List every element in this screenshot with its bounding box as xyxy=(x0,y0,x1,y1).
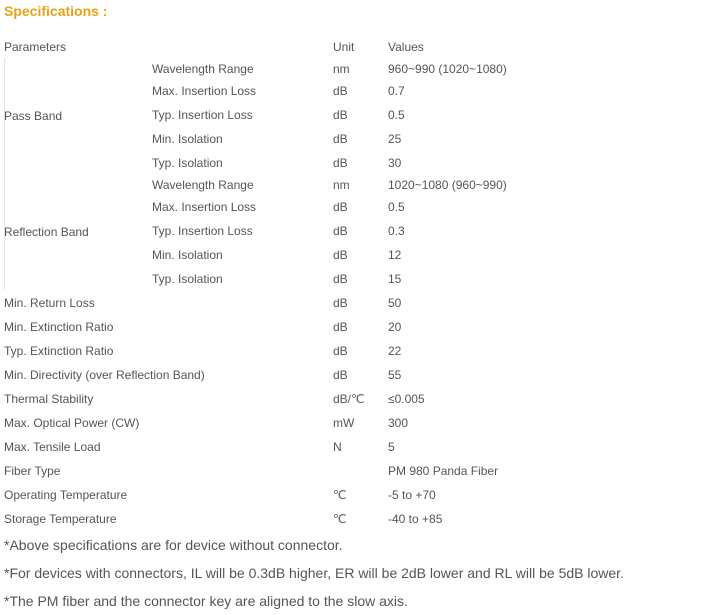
table-row xyxy=(4,196,704,218)
row-name: Typ. Isolation xyxy=(152,156,223,170)
row-value: 960~990 (1020~1080) xyxy=(388,62,507,76)
row-value: 5 xyxy=(388,440,395,454)
row-value: 30 xyxy=(388,156,402,170)
header-values: Values xyxy=(388,40,424,54)
table-row xyxy=(4,128,704,150)
row-name: Typ. Extinction Ratio xyxy=(4,344,114,358)
row-name: Min. Isolation xyxy=(152,248,223,262)
row-value: 22 xyxy=(388,344,402,358)
row-name: Operating Temperature xyxy=(4,488,128,502)
row-value: 25 xyxy=(388,132,402,146)
table-row xyxy=(4,58,704,80)
row-unit: dB xyxy=(333,320,348,334)
table-row xyxy=(4,268,704,290)
table-row xyxy=(4,292,704,314)
page-title: Specifications : xyxy=(4,3,108,19)
header-unit: Unit xyxy=(333,40,355,54)
note-slow-axis: *The PM fiber and the connector key are aligned to the slow axis. xyxy=(4,593,408,609)
row-unit: dB xyxy=(333,344,348,358)
row-value: 300 xyxy=(388,416,409,430)
row-value: 0.5 xyxy=(388,108,405,122)
table-row xyxy=(4,364,704,386)
row-unit: dB/℃ xyxy=(333,392,365,406)
row-unit: dB xyxy=(333,132,348,146)
row-name: Min. Directivity (over Reflection Band) xyxy=(4,368,205,382)
row-unit: dB xyxy=(333,156,348,170)
row-name: Wavelength Range xyxy=(152,178,254,192)
pass-band-group xyxy=(4,58,704,174)
table-row xyxy=(4,316,704,338)
row-name: Min. Return Loss xyxy=(4,296,95,310)
table-row xyxy=(4,80,704,102)
reflection-band-group xyxy=(4,174,704,290)
table-row xyxy=(4,220,704,242)
table-row xyxy=(4,484,704,506)
note-connector-loss: *For devices with connectors, IL will be 0.3dB higher, ER will be 2dB lower and RL will be 5dB lower. xyxy=(4,565,624,581)
table-header xyxy=(4,36,704,58)
header-parameters: Parameters xyxy=(4,40,67,54)
row-value: 0.3 xyxy=(388,224,405,238)
row-value: PM 980 Panda Fiber xyxy=(388,464,499,478)
row-unit: dB xyxy=(333,272,348,286)
row-name: Min. Isolation xyxy=(152,132,223,146)
pass-band-label: Pass Band xyxy=(4,109,63,123)
row-unit: dB xyxy=(333,248,348,262)
table-row xyxy=(4,152,704,174)
row-name: Typ. Insertion Loss xyxy=(152,108,253,122)
row-unit: nm xyxy=(333,62,350,76)
row-name: Thermal Stability xyxy=(4,392,94,406)
row-value: 15 xyxy=(388,272,402,286)
table-row xyxy=(4,460,704,482)
row-unit: N xyxy=(333,440,342,454)
table-row xyxy=(4,340,704,362)
table-row xyxy=(4,244,704,266)
row-unit: dB xyxy=(333,224,348,238)
row-name: Max. Insertion Loss xyxy=(152,84,257,98)
table-row xyxy=(4,508,704,530)
row-name: Wavelength Range xyxy=(152,62,254,76)
note-connector: *Above specifications are for device without connector. xyxy=(4,537,343,553)
table-row xyxy=(4,412,704,434)
row-name: Typ. Isolation xyxy=(152,272,223,286)
row-value: 1020~1080 (960~990) xyxy=(388,178,507,192)
row-value: 12 xyxy=(388,248,402,262)
row-unit: mW xyxy=(333,416,355,430)
row-name: Max. Optical Power (CW) xyxy=(4,416,140,430)
row-name: Typ. Insertion Loss xyxy=(152,224,253,238)
row-unit: ℃ xyxy=(333,512,347,526)
row-name: Storage Temperature xyxy=(4,512,117,526)
table-row xyxy=(4,436,704,458)
row-unit: dB xyxy=(333,368,348,382)
row-value: ≤0.005 xyxy=(388,392,425,406)
row-unit: dB xyxy=(333,296,348,310)
row-value: 0.7 xyxy=(388,84,405,98)
row-name: Max. Tensile Load xyxy=(4,440,101,454)
row-value: 20 xyxy=(388,320,402,334)
row-value: -40 to +85 xyxy=(388,512,443,526)
row-unit: dB xyxy=(333,200,348,214)
reflection-band-label: Reflection Band xyxy=(4,225,89,239)
row-value: 50 xyxy=(388,296,402,310)
table-row xyxy=(4,388,704,410)
row-unit: ℃ xyxy=(333,488,347,502)
row-name: Min. Extinction Ratio xyxy=(4,320,114,334)
row-value: -5 to +70 xyxy=(388,488,436,502)
row-name: Max. Insertion Loss xyxy=(152,200,257,214)
row-name: Fiber Type xyxy=(4,464,61,478)
row-value: 55 xyxy=(388,368,402,382)
row-unit: dB xyxy=(333,108,348,122)
table-row xyxy=(4,104,704,126)
row-value: 0.5 xyxy=(388,200,405,214)
row-unit: nm xyxy=(333,178,350,192)
table-row xyxy=(4,174,704,196)
row-unit: dB xyxy=(333,84,348,98)
